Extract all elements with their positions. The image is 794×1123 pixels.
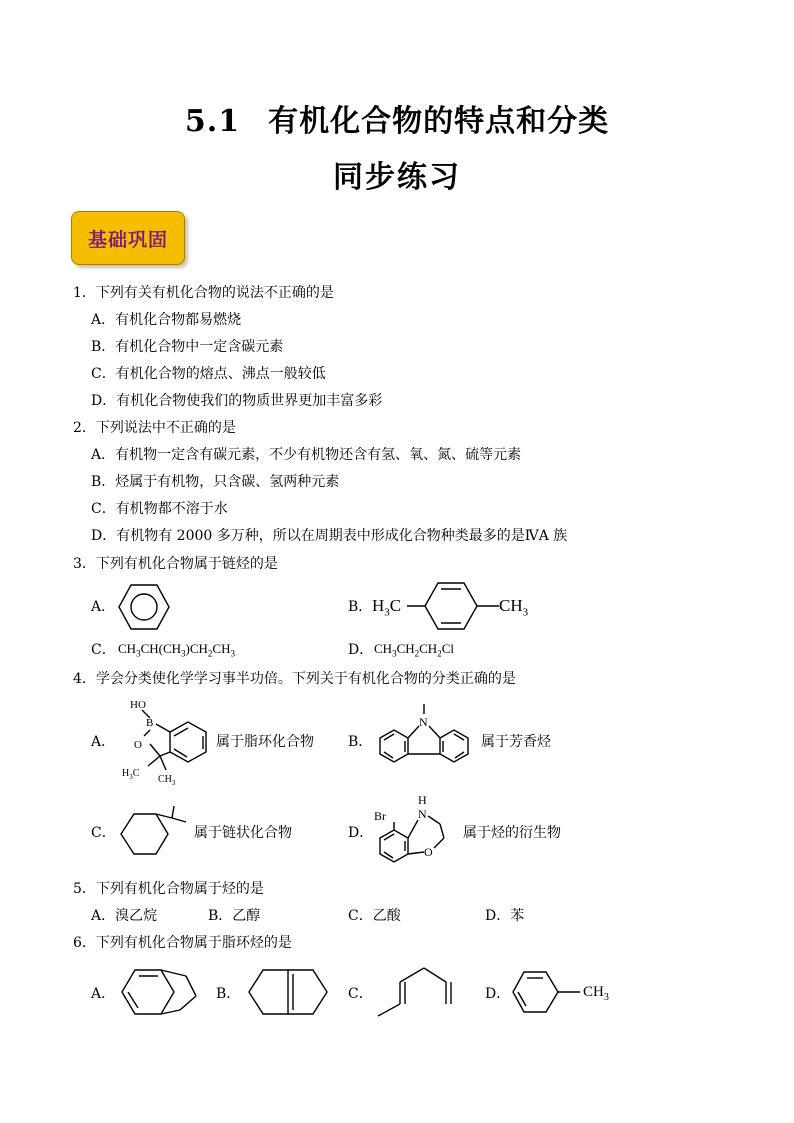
svg-text:O: O [424,845,433,859]
q6-option-c-label: C． [348,986,373,1002]
q3-b-right-methyl: $CH_3$ [499,596,529,619]
q2-stem: 2．下列说法中不正确的是 [73,420,236,436]
indane-structure [118,966,210,1018]
toluene-structure [512,970,582,1016]
benzene-structure [118,582,170,632]
svg-text:CH3: $CH_3$ [158,774,176,787]
q2-option-c: C．有机物都不溶于水 [91,501,228,517]
q3-d-formula: $CH_3CH_2CH_2Cl$ [374,641,454,659]
svg-text:O: O [134,739,142,751]
q4-option-a-label: A． [91,734,116,750]
svg-text:B: B [146,717,154,729]
q6-option-d-label: D． [485,986,511,1002]
q2-option-a: A．有机物一定含有碳元素，不少有机物还含有氢、氧、氮、硫等元素 [91,447,522,463]
octahydronaphthalene-structure [243,966,335,1018]
benzoxaborole-structure [118,694,218,786]
q1-option-a: A．有机化合物都易燃烧 [91,312,242,328]
svg-text:HO: HO [130,699,146,711]
q4-option-b-label: B． [348,734,373,750]
isopropylcyclohexane-structure [118,806,190,862]
q4-option-b-text: 属于芳香烃 [481,734,551,750]
title-text: 有机化合物的特点和分类 [268,104,610,139]
q5-option-c: C．乙酸 [348,908,401,924]
q5-stem: 5．下列有机化合物属于烃的是 [73,881,264,897]
q4-option-d-label: D． [348,825,374,841]
q1-option-c: C．有机化合物的熔点、沸点一般较低 [91,366,326,382]
page-subtitle: 同步练习 [333,160,461,195]
q5-option-b: B．乙醇 [208,908,261,924]
q3-c-formula: $CH_3CH(CH_3)CH_2CH_3$ [118,641,235,659]
bromo-benzoxazine-structure [374,790,468,866]
q3-option-a-label: A． [91,599,116,615]
q5-option-d: D．苯 [485,908,525,924]
q6-option-a-label: A． [91,986,116,1002]
svg-text:N: N [419,715,428,729]
q3-option-b-label: B． [348,599,373,615]
svg-text:N: N [418,807,427,821]
q6-stem: 6．下列有机化合物属于脂环烃的是 [73,935,292,951]
q3-option-c-label: C． [91,642,116,658]
q3-b-left-methyl: $H_3C$ [372,596,402,619]
q4-stem: 4．学会分类使化学学习事半功倍。下列关于有机化合物的分类正确的是 [73,671,516,687]
q1-stem: 1．下列有关有机化合物的说法不正确的是 [73,285,334,301]
q4-option-a-text: 属于脂环化合物 [216,734,314,750]
q6-option-b-label: B． [216,986,241,1002]
xylene-structure [407,580,503,632]
svg-text:Br: Br [374,809,386,823]
q1-option-b: B．有机化合物中一定含碳元素 [91,339,284,355]
q3-stem: 3．下列有机化合物属于链烃的是 [73,556,278,572]
q3-option-d-label: D． [348,642,374,658]
section-number: 5.1 [184,104,241,139]
q4-option-c-label: C． [91,825,116,841]
q1-option-d: D．有机化合物使我们的物质世界更加丰富多彩 [91,393,383,409]
q2-option-d: D．有机物有 2000 多万种，所以在周期表中形成化合物种类最多的是ⅣA 族 [91,528,568,544]
section-badge [71,211,185,265]
q5-option-a: A．溴乙烷 [91,908,158,924]
page-title [0,96,794,140]
q4-option-d-text: 属于烃的衍生物 [463,825,561,841]
section-badge-label: 基础巩固 [87,228,168,251]
methylcarbazole-structure [374,704,474,774]
q6-d-methyl: $CH_3$ [583,984,609,1003]
q4-option-c-text: 属于链状化合物 [194,825,292,841]
q2-option-b: B．烃属于有机物，只含碳、氢两种元素 [91,474,340,490]
hexadiene-structure [376,964,460,1020]
svg-text:H3C: $H_3C$ [122,768,140,781]
svg-text:H: H [418,793,427,807]
